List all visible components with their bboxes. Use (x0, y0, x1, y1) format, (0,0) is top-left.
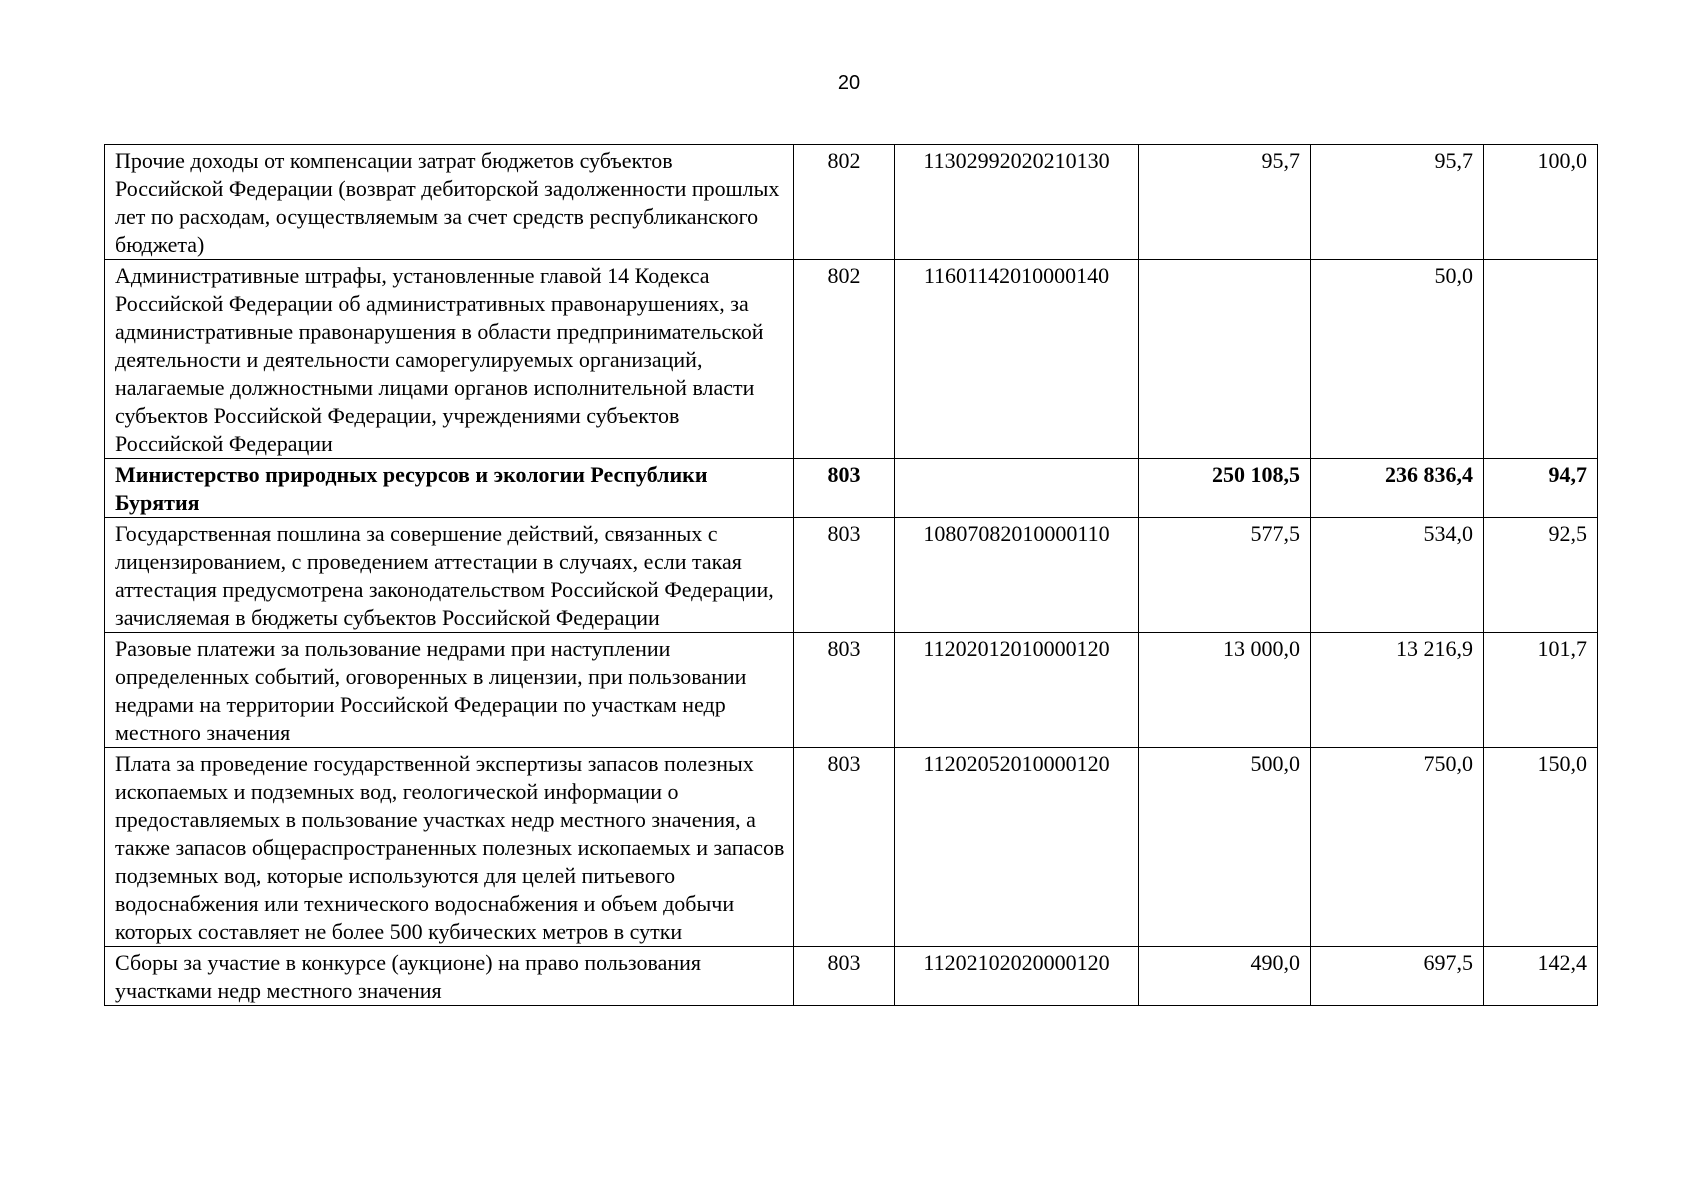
table-row (105, 145, 1598, 260)
row-fact: 95,7 (1311, 145, 1484, 260)
row-percent: 142,4 (1484, 947, 1598, 1006)
row-percent: 94,7 (1484, 459, 1598, 518)
row-percent: 100,0 (1484, 145, 1598, 260)
row-plan (1139, 260, 1311, 459)
row-admin-code: 803 (794, 633, 895, 748)
row-kbk-code: 10807082010000110 (895, 518, 1139, 633)
row-fact: 534,0 (1311, 518, 1484, 633)
row-name: Административные штрафы, установленные главой 14 Кодекса Российской Федерации об административных правонарушениях, за административные правонарушения в области предпринимательской деятельности и деятельности саморегулируемых организаций, налагаемые должностными лицами органов исполнительной власти субъектов Российской Федерации, учреждениями субъектов Российской Федерации (105, 260, 794, 459)
row-name: Плата за проведение государственной экспертизы запасов полезных ископаемых и подземных вод, геологической информации о предоставляемых в пользование участках недр местного значения, а также запасов общераспространенных полезных ископаемых и запасов подземных вод, которые используются для целей питьевого водоснабжения или технического водоснабжения и объем добычи которых составляет не более 500 кубических метров в сутки (105, 748, 794, 947)
row-admin-code: 803 (794, 459, 895, 518)
table-row (105, 260, 1598, 459)
row-plan: 250 108,5 (1139, 459, 1311, 518)
row-admin-code: 802 (794, 260, 895, 459)
row-fact: 236 836,4 (1311, 459, 1484, 518)
row-admin-code: 802 (794, 145, 895, 260)
row-percent: 92,5 (1484, 518, 1598, 633)
table-row (105, 748, 1598, 947)
row-name: Государственная пошлина за совершение действий, связанных с лицензированием, с проведением аттестации в случаях, если такая аттестация предусмотрена законодательством Российской Федерации, зачисляемая в бюджеты субъектов Российской Федерации (105, 518, 794, 633)
row-fact: 50,0 (1311, 260, 1484, 459)
row-admin-code: 803 (794, 518, 895, 633)
row-name: Министерство природных ресурсов и экологии Республики Бурятия (105, 459, 794, 518)
row-percent: 150,0 (1484, 748, 1598, 947)
row-kbk-code: 11202052010000120 (895, 748, 1139, 947)
row-percent (1484, 260, 1598, 459)
row-name: Прочие доходы от компенсации затрат бюджетов субъектов Российской Федерации (возврат дебиторской задолженности прошлых лет по расходам, осуществляемым за счет средств республиканского бюджета) (105, 145, 794, 260)
row-fact: 13 216,9 (1311, 633, 1484, 748)
row-name: Сборы за участие в конкурсе (аукционе) на право пользования участками недр местного значения (105, 947, 794, 1006)
row-kbk-code: 11601142010000140 (895, 260, 1139, 459)
row-percent: 101,7 (1484, 633, 1598, 748)
row-plan: 95,7 (1139, 145, 1311, 260)
table-row (105, 947, 1598, 1006)
row-plan: 500,0 (1139, 748, 1311, 947)
row-plan: 490,0 (1139, 947, 1311, 1006)
row-admin-code: 803 (794, 947, 895, 1006)
row-plan: 13 000,0 (1139, 633, 1311, 748)
table-row (105, 633, 1598, 748)
row-kbk-code (895, 459, 1139, 518)
table-row-ministry (105, 459, 1598, 518)
page-number: 20 (837, 72, 861, 94)
revenue-table (104, 144, 1598, 1006)
row-fact: 697,5 (1311, 947, 1484, 1006)
row-fact: 750,0 (1311, 748, 1484, 947)
row-kbk-code: 11202102020000120 (895, 947, 1139, 1006)
row-kbk-code: 11202012010000120 (895, 633, 1139, 748)
row-admin-code: 803 (794, 748, 895, 947)
row-name: Разовые платежи за пользование недрами при наступлении определенных событий, оговоренных в лицензии, при пользовании недрами на территории Российской Федерации по участкам недр местного значения (105, 633, 794, 748)
table-row (105, 518, 1598, 633)
row-plan: 577,5 (1139, 518, 1311, 633)
row-kbk-code: 11302992020210130 (895, 145, 1139, 260)
